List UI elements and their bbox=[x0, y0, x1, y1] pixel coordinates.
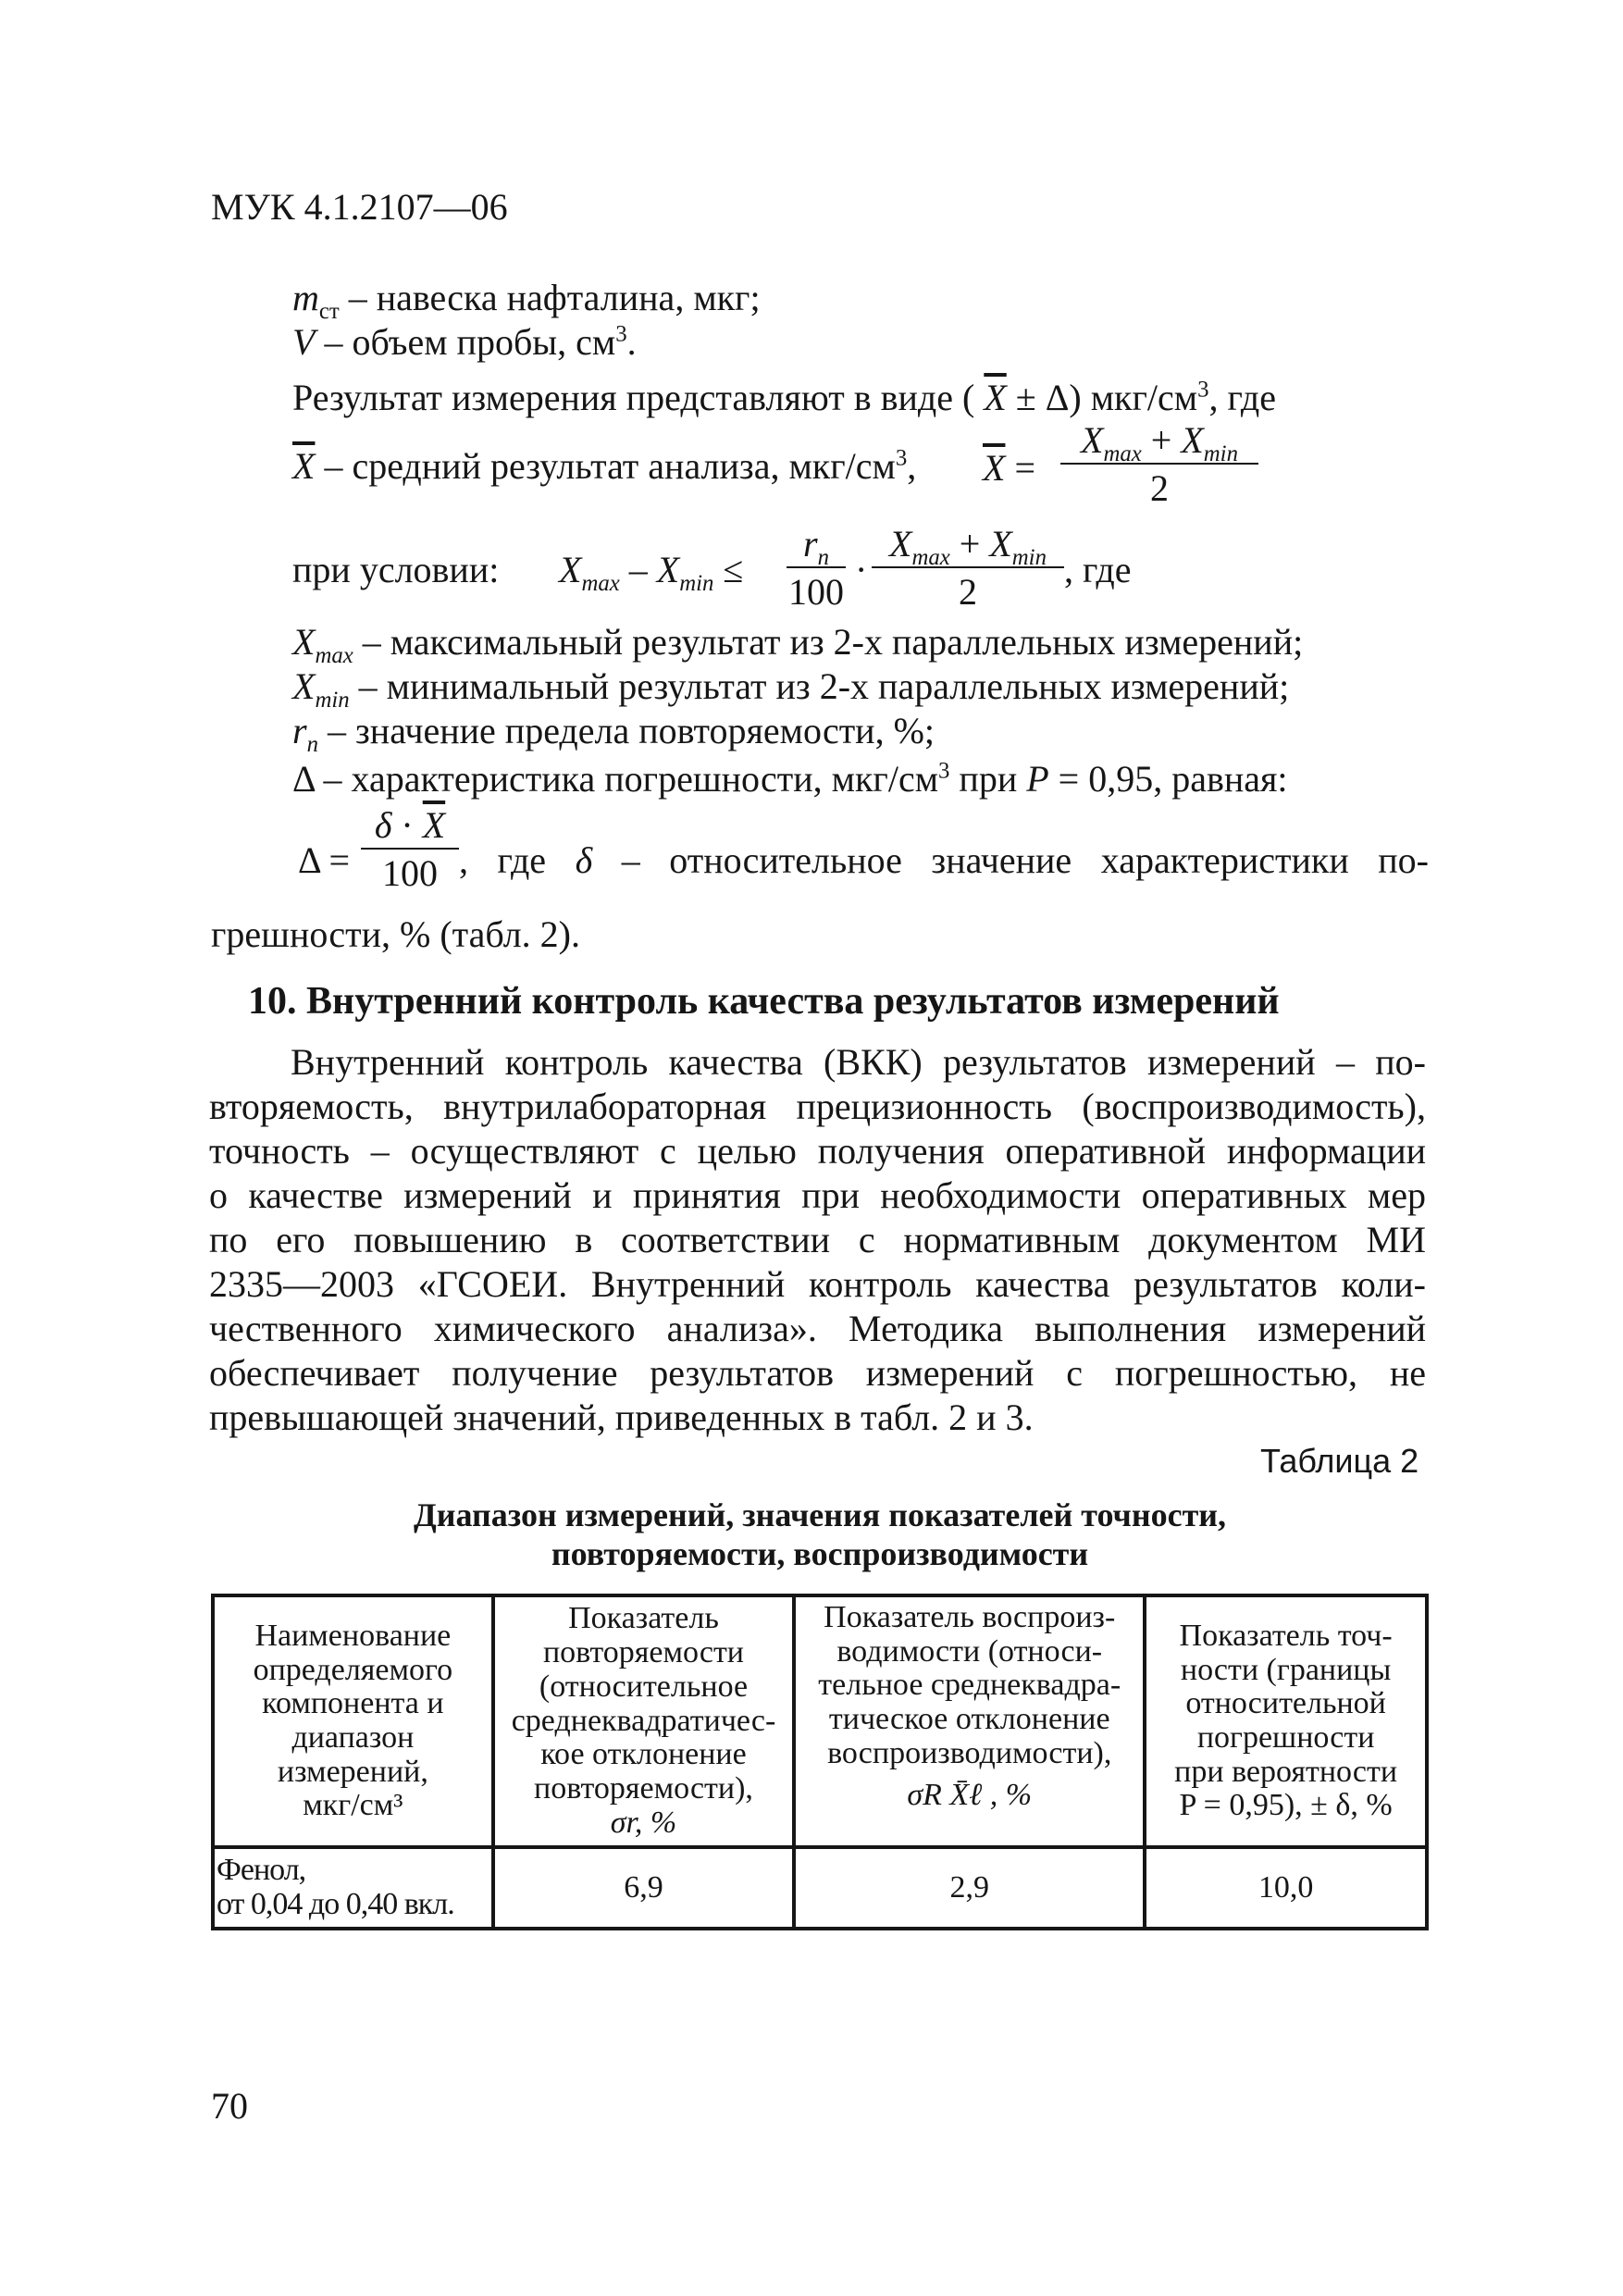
def-xmax-symbol: X bbox=[292, 621, 316, 663]
result-text-a: Результат измерения представляют в виде ( bbox=[292, 377, 985, 418]
definition-m-st bbox=[292, 277, 761, 324]
header-line: определяемого bbox=[253, 1652, 453, 1687]
def-xmax-sub: max bbox=[315, 643, 353, 668]
section-heading: 10. Внутренний контроль качества результатов измерений bbox=[248, 980, 1280, 1023]
table-title-line-1: Диапазон измерений, значения показателей точности, bbox=[414, 1496, 1226, 1533]
cond-minus: – bbox=[619, 549, 657, 590]
header-line: измерений, bbox=[277, 1754, 428, 1789]
header-line: кое отклонение bbox=[540, 1737, 747, 1772]
mean-formula-lhs bbox=[983, 447, 1035, 489]
def-rn-symbol: r bbox=[292, 710, 307, 751]
section-paragraph bbox=[209, 1040, 1426, 1440]
header-line: ности (границы bbox=[1180, 1652, 1392, 1687]
paragraph-line: по его повышению в соответствии с нормативным документом МИ bbox=[209, 1219, 1426, 1260]
mean-formula-x-bar: $\overline{X}$ bbox=[983, 447, 1006, 489]
mean-definition-line bbox=[292, 445, 917, 487]
header-line: при вероятности bbox=[1174, 1754, 1398, 1789]
fraction-bar bbox=[787, 566, 846, 568]
delta-after-text: , где bbox=[459, 839, 576, 881]
header-line: тическое отклонение bbox=[828, 1702, 1110, 1737]
def-xmin-sub: min bbox=[315, 688, 350, 713]
header-line: σr, % bbox=[610, 1805, 677, 1840]
cond-xmin-sub: min bbox=[679, 571, 714, 596]
cond2-xmax-sub: max bbox=[911, 545, 950, 570]
definition-xmin bbox=[292, 665, 1290, 713]
table-header-row bbox=[213, 1595, 1427, 1847]
mean-formula-fraction bbox=[1060, 419, 1258, 509]
header-line: Показатель точ- bbox=[1179, 1618, 1393, 1653]
plus-sign: + bbox=[1141, 419, 1182, 461]
condition-dot: · bbox=[855, 549, 868, 590]
condition-fraction-mean bbox=[872, 523, 1064, 613]
cond-xmin: X bbox=[656, 549, 680, 590]
paragraph-line: Внутренний контроль качества (ВКК) результатов измерений – по- bbox=[291, 1041, 1426, 1083]
mean-text: – средний результат анализа, мкг/см bbox=[315, 445, 896, 487]
delta-denominator: 100 bbox=[382, 852, 438, 894]
cond2-xmin: X bbox=[989, 523, 1012, 565]
cond-xmax: X bbox=[559, 549, 582, 590]
paragraph-line: обеспечивает получение результатов измерений с погрешностью, не bbox=[209, 1352, 1426, 1394]
delta-small-symbol: δ bbox=[374, 804, 392, 846]
xmin-symbol: X bbox=[1181, 419, 1204, 461]
v-definition-end: . bbox=[626, 321, 637, 363]
mean-formula-equals: = bbox=[1014, 447, 1035, 489]
xmin-sub: min bbox=[1203, 441, 1238, 466]
table-title-line-2: повторяемости, воспроизводимости bbox=[551, 1535, 1089, 1572]
rn-denominator: 100 bbox=[788, 571, 844, 613]
header-line: σR X̄ℓ , % bbox=[907, 1777, 1033, 1812]
cond-xmax-sub: max bbox=[581, 571, 620, 596]
delta-def-text-b: при bbox=[949, 758, 1027, 800]
delta-formula-explanation bbox=[459, 839, 1429, 881]
definition-v bbox=[292, 321, 637, 363]
m-subscript: ст bbox=[318, 299, 340, 324]
header-line: среднеквадратичес- bbox=[511, 1703, 776, 1738]
result-text-b: ± Δ) мкг/см bbox=[1006, 377, 1198, 418]
header-accuracy bbox=[1145, 1595, 1427, 1847]
paragraph-line: превышающей значений, приведенных в табл. 2 и 3. bbox=[209, 1396, 1034, 1438]
header-component bbox=[213, 1595, 493, 1847]
fraction-bar bbox=[361, 848, 459, 850]
table-label: Таблица 2 bbox=[1260, 1442, 1419, 1480]
v-definition-text: – объем пробы, см bbox=[315, 321, 616, 363]
header-line: диапазон bbox=[291, 1720, 415, 1755]
def-xmin-text: – минимальный результат из 2-х параллельных измерений; bbox=[349, 665, 1290, 707]
m-symbol: m bbox=[292, 277, 319, 318]
page-number: 70 bbox=[211, 2085, 248, 2127]
cell-accuracy: 10,0 bbox=[1145, 1847, 1427, 1929]
v-symbol: V bbox=[292, 321, 316, 363]
data-table bbox=[211, 1594, 1429, 1930]
mean-comma: , bbox=[907, 445, 917, 487]
cell-component bbox=[213, 1847, 493, 1929]
result-superscript: 3 bbox=[1197, 377, 1209, 403]
header-line: компонента и bbox=[262, 1686, 444, 1721]
header-line: водимости (относи- bbox=[836, 1633, 1103, 1669]
condition-fraction-rn bbox=[787, 523, 846, 613]
header-repeatability bbox=[493, 1595, 794, 1847]
result-format-line bbox=[292, 379, 1276, 416]
header-line: повторяемости bbox=[542, 1635, 745, 1670]
component-name: Фенол, bbox=[217, 1853, 306, 1888]
cell-reproducibility: 2,9 bbox=[794, 1847, 1145, 1929]
header-line: (относительное bbox=[539, 1669, 749, 1704]
paragraph-line: чественного химического анализа». Методика выполнения измерений bbox=[209, 1308, 1426, 1349]
delta-formula-continuation: грешности, % (табл. 2). bbox=[211, 913, 581, 955]
v-superscript: 3 bbox=[615, 321, 627, 347]
delta-x-bar: $\overline{X}$ bbox=[422, 804, 446, 846]
paragraph-line: вторяемость, внутрилабораторная прецизионность (воспроизводимость), bbox=[209, 1086, 1426, 1127]
header-line: Наименование bbox=[254, 1618, 452, 1653]
delta-formula-fraction bbox=[361, 804, 459, 894]
paragraph-line: о качестве измерений и принятия при необходимости оперативных мер bbox=[209, 1174, 1426, 1216]
cond2-denominator: 2 bbox=[959, 571, 977, 613]
mean-formula-numerator bbox=[1060, 419, 1258, 466]
delta-after-text-2: – относительное значение характеристики по- bbox=[592, 839, 1429, 881]
header-line: Показатель bbox=[568, 1601, 719, 1636]
delta-def-text-c: = 0,95, равная: bbox=[1048, 758, 1288, 800]
condition-tail: , где bbox=[1064, 549, 1132, 590]
cond2-xmax: X bbox=[889, 523, 912, 565]
delta-formula-lhs: Δ = bbox=[298, 839, 351, 881]
def-xmin-symbol: X bbox=[292, 665, 316, 707]
def-rn-sub: n bbox=[306, 732, 318, 757]
rn-symbol: r bbox=[803, 523, 818, 565]
result-x-bar: $\overline{X}$ bbox=[984, 377, 1007, 418]
paragraph-line: 2335—2003 «ГСОЕИ. Внутренний контроль качества результатов коли- bbox=[209, 1263, 1426, 1305]
paragraph-line: точность – осуществляют с целью получения оперативной информации bbox=[209, 1130, 1426, 1172]
rn-sub: n bbox=[817, 545, 829, 570]
mean-x-bar: $\overline{X}$ bbox=[292, 445, 316, 487]
header-line: Показатель воспроиз- bbox=[824, 1600, 1116, 1634]
delta-symbol-inline: δ bbox=[575, 839, 593, 881]
definition-rn bbox=[292, 710, 935, 757]
cond2-xmin-sub: min bbox=[1011, 545, 1047, 570]
def-rn-text: – значение предела повторяемости, %; bbox=[317, 710, 935, 751]
header-line: P = 0,95), ± δ, % bbox=[1179, 1788, 1393, 1823]
component-range: от 0,04 до 0,40 вкл. bbox=[217, 1887, 454, 1921]
cell-repeatability: 6,9 bbox=[493, 1847, 794, 1929]
xmax-symbol: X bbox=[1081, 419, 1104, 461]
delta-def-sup: 3 bbox=[938, 758, 950, 784]
cond-le: ≤ bbox=[723, 549, 744, 590]
condition-lhs bbox=[559, 549, 744, 596]
m-definition-text: – навеска нафталина, мкг; bbox=[339, 277, 761, 318]
delta-dot: · bbox=[391, 804, 423, 846]
xmax-sub: max bbox=[1103, 441, 1142, 466]
header-line: тельное среднеквадра- bbox=[818, 1668, 1121, 1703]
header-line: мкг/см³ bbox=[303, 1788, 403, 1823]
document-code: МУК 4.1.2107—06 bbox=[211, 186, 508, 228]
delta-def-text-a: Δ – характеристика погрешности, мкг/см bbox=[292, 758, 939, 800]
delta-def-p: P bbox=[1026, 758, 1049, 800]
definition-delta bbox=[292, 758, 1288, 800]
header-line: погрешности bbox=[1196, 1720, 1375, 1755]
header-reproducibility bbox=[794, 1595, 1145, 1847]
def-xmax-text: – максимальный результат из 2-х параллельных измерений; bbox=[353, 621, 1304, 663]
condition-label: при условии: bbox=[292, 549, 500, 590]
mean-superscript: 3 bbox=[895, 445, 908, 471]
definition-xmax bbox=[292, 621, 1304, 668]
header-line: воспроизводимости), bbox=[827, 1735, 1112, 1770]
cond2-plus: + bbox=[949, 523, 990, 565]
header-line: относительной bbox=[1185, 1686, 1386, 1721]
table-row bbox=[213, 1847, 1427, 1929]
mean-formula-denominator: 2 bbox=[1150, 467, 1169, 509]
header-line: повторяемости), bbox=[534, 1771, 753, 1806]
result-text-c: , где bbox=[1208, 377, 1277, 418]
